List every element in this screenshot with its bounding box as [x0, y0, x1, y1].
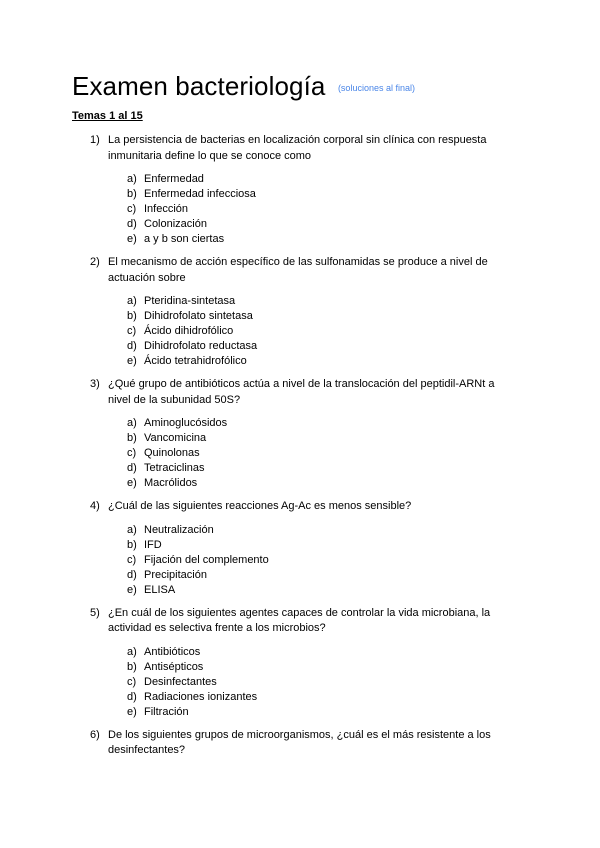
- answer-option: [0, 309, 600, 324]
- option-text: Tetraciclinas: [144, 462, 205, 474]
- option-text: IFD: [144, 538, 162, 551]
- answer-option: [0, 461, 600, 476]
- option-text: Fijación del complemento: [144, 553, 269, 566]
- option-letter: e): [127, 583, 137, 596]
- option-letter: d): [127, 690, 137, 703]
- option-text: Antisépticos: [144, 660, 204, 673]
- answer-option: [0, 538, 600, 553]
- option-letter: c): [127, 553, 137, 566]
- option-text: Ácido dihidrofólico: [144, 325, 234, 337]
- answer-option: [0, 523, 600, 538]
- option-text: Aminoglucósidos: [144, 417, 228, 429]
- answer-option: [0, 416, 600, 431]
- option-text: Filtración: [144, 705, 189, 718]
- question-item: [0, 606, 600, 720]
- answer-option: [0, 354, 600, 369]
- question-text: De los siguientes grupos de microorganismos, ¿cuál es el más resistente a los desinfectantes?: [108, 728, 491, 756]
- option-list: [0, 294, 600, 369]
- option-text: Precipitación: [144, 568, 207, 581]
- question-item: [0, 728, 600, 759]
- option-text: Quinolonas: [144, 447, 200, 459]
- option-text: ELISA: [144, 583, 176, 596]
- option-text: Infección: [144, 203, 189, 215]
- option-letter: b): [127, 538, 137, 551]
- option-letter: e): [127, 705, 137, 718]
- question-item: [0, 499, 600, 598]
- option-text: Dihidrofolato sintetasa: [144, 310, 253, 322]
- option-text: Macrólidos: [144, 477, 198, 489]
- option-text: Pteridina-sintetasa: [144, 295, 236, 307]
- option-letter: d): [127, 568, 137, 581]
- answer-option: [0, 187, 600, 202]
- answer-option: [0, 232, 600, 247]
- answer-option: [0, 583, 600, 598]
- question-number: 3): [90, 378, 100, 390]
- answer-option: [0, 446, 600, 461]
- answer-option: [0, 172, 600, 187]
- answer-option: [0, 476, 600, 491]
- answer-option: [0, 690, 600, 705]
- answer-option: [0, 568, 600, 583]
- option-letter: e): [127, 355, 137, 367]
- answer-option: [0, 660, 600, 675]
- option-letter: a): [127, 417, 137, 429]
- option-text: Desinfectantes: [144, 675, 217, 688]
- answer-option: [0, 324, 600, 339]
- option-text: Colonización: [144, 218, 207, 230]
- solutions-note: (soluciones al final): [337, 83, 415, 93]
- question-text: ¿En cuál de los siguientes agentes capaces de controlar la vida microbiana, la actividad es selectiva frente a los microbios?: [108, 606, 491, 634]
- question-text: ¿Cuál de las siguientes reacciones Ag-Ac es menos sensible?: [108, 500, 412, 512]
- option-letter: b): [127, 660, 137, 673]
- option-list: [0, 523, 600, 598]
- page-title: Examen bacteriología: [72, 71, 326, 101]
- option-list: [0, 172, 600, 247]
- option-text: Neutralización: [144, 523, 214, 536]
- option-letter: b): [127, 310, 137, 322]
- question-item: [0, 377, 600, 491]
- question-number: 2): [90, 256, 100, 268]
- title-row: [72, 71, 415, 101]
- question-text: ¿Qué grupo de antibióticos actúa a nivel de la translocación del peptidil-ARNt a nivel de la subunidad 50S?: [108, 378, 495, 406]
- option-letter: d): [127, 462, 137, 474]
- option-text: Ácido tetrahidrofólico: [144, 355, 247, 367]
- question-item: [0, 255, 600, 369]
- question-list: [0, 133, 600, 767]
- answer-option: [0, 431, 600, 446]
- option-letter: a): [127, 173, 137, 185]
- option-letter: d): [127, 218, 137, 230]
- option-text: Radiaciones ionizantes: [144, 690, 258, 703]
- question-number: 5): [90, 606, 100, 619]
- answer-option: [0, 294, 600, 309]
- answer-option: [0, 202, 600, 217]
- question-number: 6): [90, 728, 100, 741]
- option-letter: a): [127, 523, 137, 536]
- option-letter: b): [127, 188, 137, 200]
- answer-option: [0, 553, 600, 568]
- question-number: 4): [90, 500, 100, 512]
- answer-option: [0, 645, 600, 660]
- option-letter: a): [127, 645, 137, 658]
- answer-option: [0, 217, 600, 232]
- option-letter: e): [127, 477, 137, 489]
- option-letter: c): [127, 675, 137, 688]
- answer-option: [0, 675, 600, 690]
- answer-option: [0, 339, 600, 354]
- option-letter: a): [127, 295, 137, 307]
- option-text: Vancomicina: [144, 432, 207, 444]
- option-letter: e): [127, 233, 137, 245]
- option-letter: b): [127, 432, 137, 444]
- option-letter: d): [127, 340, 137, 352]
- option-list: [0, 416, 600, 491]
- answer-option: [0, 705, 600, 720]
- question-item: [0, 133, 600, 247]
- option-text: Dihidrofolato reductasa: [144, 340, 258, 352]
- question-number: 1): [90, 134, 100, 146]
- option-text: Enfermedad infecciosa: [144, 188, 256, 200]
- option-text: a y b son ciertas: [144, 233, 225, 245]
- option-letter: c): [127, 447, 137, 459]
- option-letter: c): [127, 203, 137, 215]
- section-heading: Temas 1 al 15: [72, 110, 143, 122]
- option-list: [0, 645, 600, 720]
- question-text: El mecanismo de acción específico de las sulfonamidas se produce a nivel de actuación sobre: [108, 256, 488, 284]
- option-text: Antibióticos: [144, 645, 201, 658]
- option-letter: c): [127, 325, 137, 337]
- option-text: Enfermedad: [144, 173, 204, 185]
- question-text: La persistencia de bacterias en localización corporal sin clínica con respuesta inmunitaria define lo que se conoce como: [108, 134, 487, 162]
